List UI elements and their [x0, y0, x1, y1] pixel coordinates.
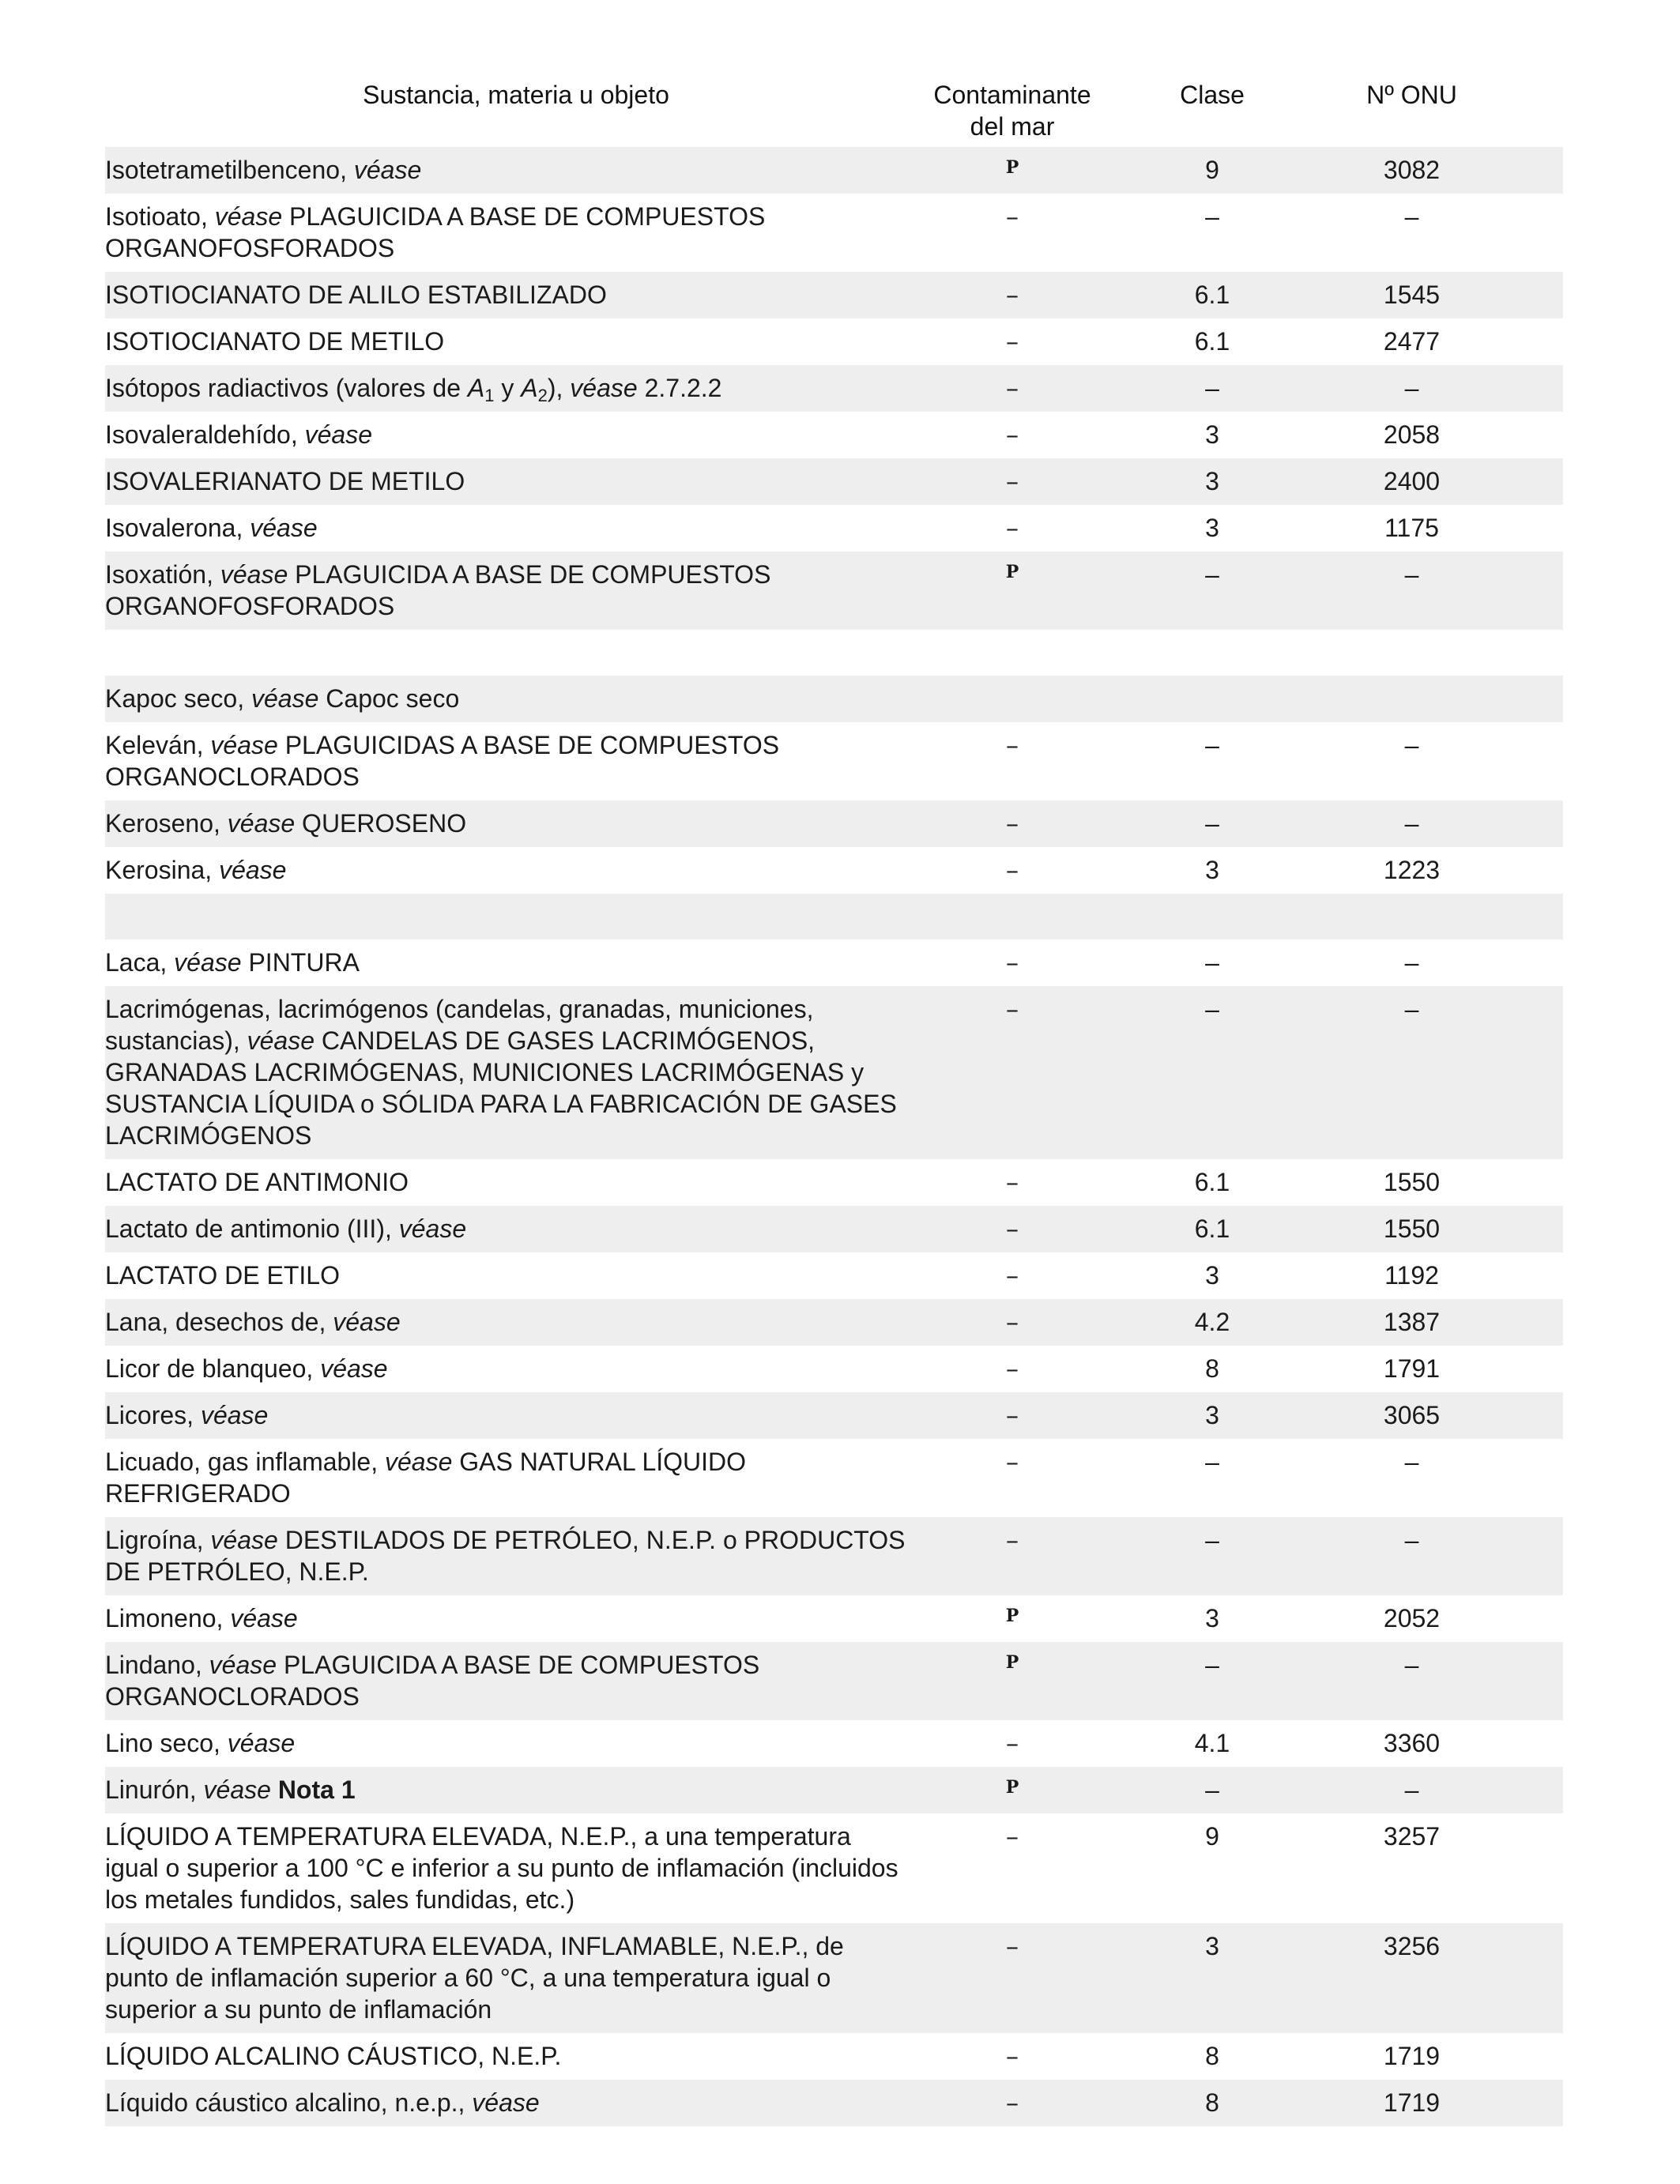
substance-cell: LÍQUIDO A TEMPERATURA ELEVADA, N.E.P., a una temperatura igual o superior a 100 °C e inferior a su punto de inflamación (incluidos los metales fundidos, sales fundidas, etc.) [105, 1822, 898, 1914]
table-row [105, 722, 1563, 800]
class-cell: 8 [1205, 1354, 1219, 1383]
substance-cell: Isovaleraldehído, véase [105, 420, 372, 449]
table-row [105, 630, 1563, 676]
table-row [105, 1206, 1563, 1252]
marine-pollutant-cell: – [1006, 1260, 1019, 1290]
class-cell: – [1205, 995, 1219, 1023]
marine-pollutant-cell: – [1006, 466, 1019, 496]
un-number-cell: – [1404, 560, 1419, 589]
substance-cell: Linurón, véase Nota 1 [105, 1775, 356, 1804]
header-substance: Sustancia, materia u objeto [363, 81, 669, 109]
un-number-cell: 3360 [1383, 1729, 1441, 1757]
table-row [105, 1813, 1563, 1923]
class-cell: – [1205, 809, 1219, 838]
un-number-cell: 1223 [1383, 856, 1441, 884]
marine-pollutant-cell: – [1006, 855, 1019, 885]
marine-pollutant-cell: P [1005, 562, 1019, 582]
marine-pollutant-cell: P [1005, 1777, 1019, 1798]
marine-pollutant-cell: – [1006, 730, 1019, 760]
table-row [105, 412, 1563, 458]
class-cell: 6.1 [1194, 327, 1230, 356]
marine-pollutant-cell: P [1005, 1652, 1019, 1673]
marine-pollutant-cell: – [1006, 420, 1019, 450]
class-cell: – [1205, 202, 1219, 231]
un-number-cell: – [1404, 731, 1419, 759]
table-row [105, 1720, 1563, 1767]
class-cell: 3 [1205, 420, 1219, 449]
un-number-cell [1327, 683, 1497, 714]
substance-cell: Kapoc seco, véase Capoc seco [105, 684, 460, 713]
un-number-cell: – [1404, 995, 1419, 1023]
class-cell: 3 [1205, 1932, 1219, 1960]
class-cell: 6.1 [1194, 1168, 1230, 1196]
un-number-cell: – [1404, 374, 1419, 402]
marine-pollutant-cell: – [1006, 1307, 1019, 1337]
substance-cell: Lacrimógenas, lacrimógenos (candelas, granadas, municiones, sustancias), véase CANDELAS DE GASES LACRIMÓGENOS, GRANADAS LACRIMÓGENAS, MUNICIONES LACRIMÓGENAS y SUSTANCIA LÍQUIDA o SÓLIDA PARA LA FABRICACIÓN DE GASES LACRIMÓGENOS [105, 995, 897, 1150]
substance-cell: Isotioato, véase PLAGUICIDA A BASE DE COMPUESTOS ORGANOFOSFORADOS [105, 202, 766, 262]
table-body [105, 147, 1563, 2126]
class-cell: 3 [1205, 514, 1219, 542]
class-cell: – [1205, 1526, 1219, 1554]
substance-cell [105, 637, 927, 668]
substance-cell: Limoneno, véase [105, 1604, 298, 1632]
table-row [105, 1439, 1563, 1517]
class-cell [1098, 637, 1327, 668]
table-row [105, 939, 1563, 986]
table-row [105, 1392, 1563, 1439]
un-number-cell: 1175 [1384, 514, 1439, 542]
table-row [105, 147, 1563, 194]
un-number-cell: 3065 [1383, 1401, 1441, 1429]
substance-cell [105, 901, 927, 932]
table-row [105, 986, 1563, 1159]
un-number-cell [1327, 637, 1497, 668]
marine-pollutant-cell: – [1006, 808, 1019, 838]
class-cell: 8 [1205, 2042, 1219, 2070]
table-row [105, 1252, 1563, 1299]
marine-pollutant-cell: – [1006, 1821, 1019, 1851]
substance-cell: ISOTIOCIANATO DE ALILO ESTABILIZADO [105, 281, 607, 309]
marine-pollutant-cell: – [1006, 1931, 1019, 1961]
marine-pollutant-cell: – [1006, 1400, 1019, 1430]
table-row [105, 1923, 1563, 2033]
table-header [105, 79, 1563, 142]
table-row [105, 800, 1563, 847]
class-cell: – [1205, 1651, 1219, 1679]
class-cell: 4.2 [1194, 1308, 1230, 1336]
substance-cell: Licor de blanqueo, véase [105, 1354, 388, 1383]
substance-cell: LACTATO DE ANTIMONIO [105, 1168, 409, 1196]
substance-cell: Licores, véase [105, 1401, 269, 1429]
un-number-cell: 1719 [1383, 2088, 1441, 2117]
table-row [105, 894, 1563, 939]
marine-pollutant-cell: – [1006, 947, 1019, 977]
class-cell [1098, 901, 1327, 932]
substance-cell: Líquido cáustico alcalino, n.e.p., véase [105, 2088, 540, 2117]
substance-cell: Lindano, véase PLAGUICIDA A BASE DE COMPUESTOS ORGANOCLORADOS [105, 1651, 760, 1711]
un-number-cell: 1719 [1383, 2042, 1441, 2070]
substance-cell: Lana, desechos de, véase [105, 1308, 401, 1336]
table-row [105, 318, 1563, 365]
substance-cell: Isotetrametilbenceno, véase [105, 156, 422, 184]
table-row [105, 1595, 1563, 1642]
marine-pollutant-cell: – [1006, 326, 1019, 356]
un-number-cell: 1545 [1383, 281, 1441, 309]
table-row [105, 1299, 1563, 1346]
header-un-number: Nº ONU [1366, 81, 1457, 109]
table-row [105, 1517, 1563, 1595]
substance-cell: Keleván, véase PLAGUICIDAS A BASE DE COMPUESTOS ORGANOCLORADOS [105, 731, 780, 791]
substance-cell: Keroseno, véase QUEROSENO [105, 809, 467, 838]
marine-pollutant-cell: – [1006, 280, 1019, 310]
marine-pollutant-cell: – [1006, 1354, 1019, 1384]
un-number-cell: – [1404, 809, 1419, 838]
substance-cell: Isoxatión, véase PLAGUICIDA A BASE DE COMPUESTOS ORGANOFOSFORADOS [105, 560, 771, 620]
un-number-cell: 1387 [1383, 1308, 1441, 1336]
substance-cell: Lino seco, véase [105, 1729, 296, 1757]
class-cell: 3 [1205, 1261, 1219, 1290]
table-row [105, 2033, 1563, 2080]
un-number-cell: 3082 [1383, 156, 1441, 184]
marine-pollutant-cell: – [1006, 994, 1019, 1024]
substance-cell: Kerosina, véase [105, 856, 287, 884]
substance-cell: Isovalerona, véase [105, 514, 318, 542]
marine-pollutant-cell [927, 637, 1098, 668]
class-cell: – [1205, 1448, 1219, 1476]
marine-pollutant-cell: – [1006, 1447, 1019, 1477]
substance-table [105, 79, 1563, 2126]
substance-cell: LÍQUIDO A TEMPERATURA ELEVADA, INFLAMABLE, N.E.P., de punto de inflamación superior a 60 °C, a una temperatura igual o superior a su punto de inflamación [105, 1932, 844, 2024]
marine-pollutant-cell: P [1005, 1606, 1019, 1626]
class-cell: – [1205, 1775, 1219, 1804]
class-cell: – [1205, 374, 1219, 402]
class-cell: 3 [1205, 467, 1219, 495]
marine-pollutant-cell: – [1006, 201, 1019, 232]
un-number-cell: 3257 [1383, 1822, 1441, 1851]
class-cell: – [1205, 560, 1219, 589]
marine-pollutant-cell [927, 901, 1098, 932]
table-row [105, 505, 1563, 552]
un-number-cell: 3256 [1383, 1932, 1441, 1960]
substance-cell: Laca, véase PINTURA [105, 948, 360, 977]
marine-pollutant-cell: – [1006, 513, 1019, 543]
table-row [105, 194, 1563, 272]
class-cell: 3 [1205, 1401, 1219, 1429]
marine-pollutant-cell: – [1006, 1214, 1019, 1244]
un-number-cell: 1791 [1383, 1354, 1441, 1383]
table-row [105, 272, 1563, 318]
un-number-cell: – [1404, 1775, 1419, 1804]
class-cell: 9 [1205, 1822, 1219, 1851]
substance-cell: ISOTIOCIANATO DE METILO [105, 327, 445, 356]
substance-cell: Ligroína, véase DESTILADOS DE PETRÓLEO, N.E.P. o PRODUCTOS DE PETRÓLEO, N.E.P. [105, 1526, 906, 1586]
substance-cell: ISOVALERIANATO DE METILO [105, 467, 465, 495]
class-cell: 4.1 [1194, 1729, 1230, 1757]
un-number-cell: 2477 [1383, 327, 1441, 356]
marine-pollutant-cell: – [1006, 1728, 1019, 1758]
substance-cell: Licuado, gas inflamable, véase GAS NATURAL LÍQUIDO REFRIGERADO [105, 1448, 747, 1508]
table-row [105, 365, 1563, 412]
class-cell: 6.1 [1194, 1214, 1230, 1243]
un-number-cell: – [1404, 202, 1419, 231]
table-row [105, 2080, 1563, 2126]
header-class: Clase [1180, 81, 1245, 109]
class-cell: 8 [1205, 2088, 1219, 2117]
class-cell [1098, 683, 1327, 714]
un-number-cell: 1550 [1383, 1214, 1441, 1243]
table-row [105, 458, 1563, 505]
un-number-cell: 1192 [1384, 1261, 1439, 1290]
un-number-cell: 2058 [1383, 420, 1441, 449]
un-number-cell [1327, 901, 1497, 932]
header-marine-pollutant: Contaminante del mar [933, 81, 1091, 141]
class-cell: 6.1 [1194, 281, 1230, 309]
un-number-cell: – [1404, 1651, 1419, 1679]
table-row [105, 676, 1563, 722]
marine-pollutant-cell: – [1006, 2041, 1019, 2071]
marine-pollutant-cell: – [1006, 2088, 1019, 2118]
table-row [105, 1346, 1563, 1392]
un-number-cell: – [1404, 1526, 1419, 1554]
substance-cell: LACTATO DE ETILO [105, 1261, 340, 1290]
class-cell: 9 [1205, 156, 1219, 184]
marine-pollutant-cell [927, 683, 1098, 714]
table-row [105, 1642, 1563, 1720]
un-number-cell: – [1404, 948, 1419, 977]
un-number-cell: 2400 [1383, 467, 1441, 495]
substance-cell: Lactato de antimonio (III), véase [105, 1214, 467, 1243]
marine-pollutant-cell: – [1006, 373, 1019, 403]
un-number-cell: – [1404, 1448, 1419, 1476]
substance-cell: LÍQUIDO ALCALINO CÁUSTICO, N.E.P. [105, 2042, 562, 2070]
class-cell: 3 [1205, 1604, 1219, 1632]
class-cell: – [1205, 948, 1219, 977]
marine-pollutant-cell: – [1006, 1167, 1019, 1197]
un-number-cell: 2052 [1383, 1604, 1441, 1632]
table-row [105, 1767, 1563, 1813]
class-cell: – [1205, 731, 1219, 759]
substance-cell: Isótopos radiactivos (valores de $A_1$ y $A_2$), véase 2.7.2.2 [105, 374, 722, 405]
class-cell: 3 [1205, 856, 1219, 884]
marine-pollutant-cell: – [1006, 1525, 1019, 1555]
table-row [105, 552, 1563, 630]
marine-pollutant-cell: P [1005, 157, 1019, 178]
un-number-cell: 1550 [1383, 1168, 1441, 1196]
table-row [105, 1159, 1563, 1206]
table-row [105, 847, 1563, 894]
